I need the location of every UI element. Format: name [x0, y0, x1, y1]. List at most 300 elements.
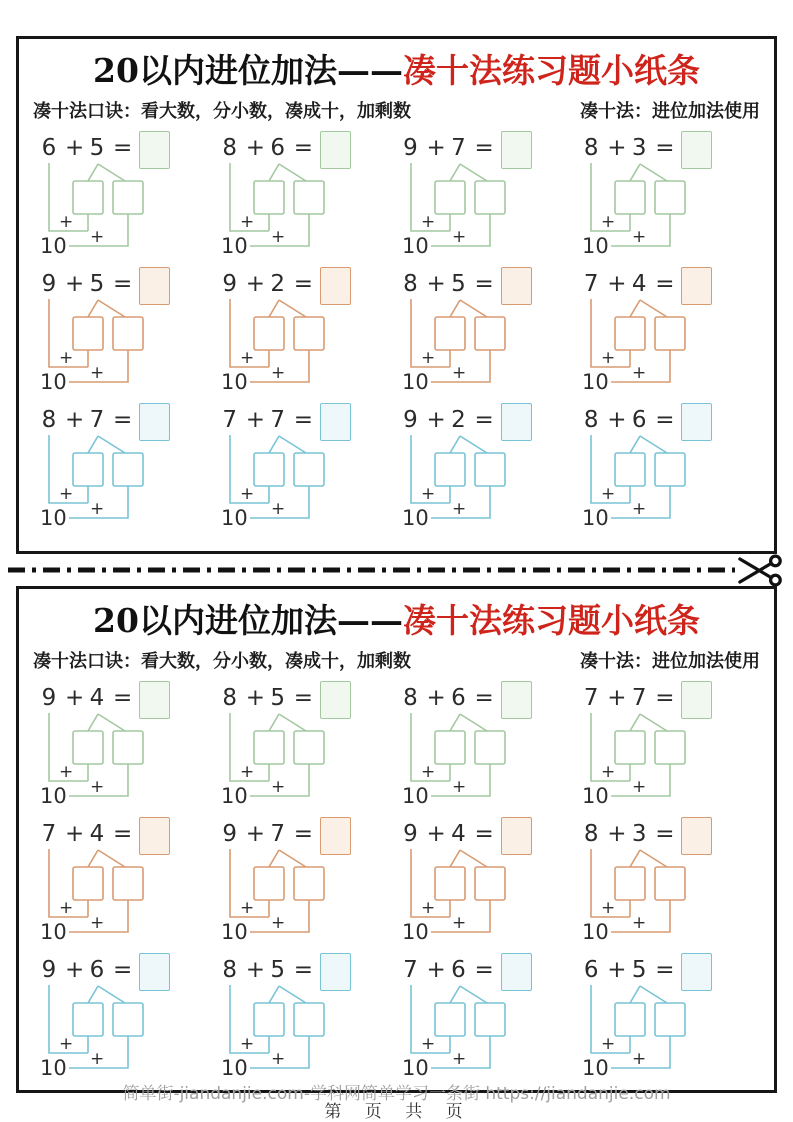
branch-lines: [630, 164, 667, 181]
second-addend: 4: [89, 685, 105, 711]
problem-cell: [577, 133, 755, 259]
ten-label: 10: [401, 506, 429, 530]
plus-sign-remainder: +: [90, 227, 105, 247]
plus-sign: +: [607, 957, 627, 983]
plus-sign-make-ten: +: [601, 348, 616, 368]
first-addend: 8: [583, 407, 599, 433]
plus-sign-make-ten: +: [420, 348, 435, 368]
plus-sign-make-ten: +: [601, 762, 616, 782]
section-title: [31, 49, 762, 93]
plus-sign-remainder: +: [90, 913, 105, 933]
ten-label: 10: [401, 784, 429, 808]
decompose-box-right[interactable]: [655, 731, 685, 764]
second-addend: 2: [270, 271, 286, 297]
answer-box[interactable]: [320, 267, 351, 305]
ten-label: 10: [582, 370, 609, 394]
decompose-box-left[interactable]: [435, 181, 465, 214]
decompose-box-right[interactable]: [294, 453, 324, 486]
second-addend: 6: [631, 407, 647, 433]
first-addend: 9: [41, 271, 57, 297]
ten-label: 10: [220, 234, 248, 258]
answer-box[interactable]: [320, 681, 351, 719]
equals-sign: =: [293, 957, 314, 983]
answer-box[interactable]: [681, 267, 712, 305]
equation-row: [577, 819, 755, 849]
ten-label: 10: [40, 234, 67, 258]
ten-label: 10: [582, 920, 609, 944]
problem-cell: [577, 955, 755, 1081]
ten-label: 10: [40, 370, 67, 394]
equals-sign: =: [474, 821, 494, 847]
plus-sign-make-ten: +: [239, 212, 254, 232]
equals-sign: =: [655, 685, 675, 711]
branch-lines: [630, 436, 667, 453]
decompose-box-left[interactable]: [73, 731, 103, 764]
answer-box[interactable]: [320, 131, 351, 169]
decompose-box-left[interactable]: [254, 731, 284, 764]
branch-lines: [269, 164, 306, 181]
plus-sign: +: [426, 957, 446, 983]
plus-sign: +: [65, 135, 85, 161]
equals-sign: =: [113, 821, 133, 847]
plus-sign: +: [65, 271, 85, 297]
plus-sign-remainder: +: [632, 363, 647, 383]
problem-cell: [216, 405, 394, 531]
equation-row: [397, 819, 575, 849]
problem-cell: [397, 269, 575, 395]
equation-row: [577, 405, 755, 435]
equals-sign: =: [113, 135, 133, 161]
decomposition-diagram: [397, 435, 575, 531]
problem-cell: [397, 819, 575, 945]
first-addend: 9: [41, 685, 57, 711]
equation-row: [397, 683, 575, 713]
equals-sign: =: [474, 407, 494, 433]
plus-sign-remainder: +: [270, 363, 285, 383]
problem-cell: [216, 683, 394, 809]
first-addend: 8: [222, 135, 238, 161]
plus-sign-make-ten: +: [239, 1034, 254, 1054]
decompose-box-right[interactable]: [475, 317, 505, 350]
answer-box[interactable]: [681, 953, 712, 991]
equals-sign: =: [655, 135, 675, 161]
ten-label: 10: [401, 234, 429, 258]
plus-sign: +: [245, 821, 266, 847]
plus-sign: +: [607, 271, 627, 297]
answer-box[interactable]: [501, 267, 532, 305]
answer-box[interactable]: [501, 131, 532, 169]
section-title-black: 20以内进位加法——: [93, 51, 403, 90]
plus-sign: +: [245, 407, 266, 433]
first-addend: 8: [222, 685, 238, 711]
decompose-box-right[interactable]: [475, 181, 505, 214]
ten-label: 10: [40, 784, 67, 808]
branch-lines: [450, 986, 487, 1003]
decompose-box-left[interactable]: [73, 1003, 103, 1036]
plus-sign: +: [65, 685, 85, 711]
equation-row: [397, 955, 575, 985]
worksheet-section-bottom: [16, 586, 777, 1104]
decompose-box-left[interactable]: [73, 453, 103, 486]
equals-sign: =: [113, 271, 133, 297]
problem-cell: [216, 955, 394, 1081]
ten-label: 10: [582, 784, 609, 808]
answer-box[interactable]: [320, 953, 351, 991]
answer-box[interactable]: [139, 817, 170, 855]
decomposition-diagram: [397, 985, 575, 1081]
decompose-box-right[interactable]: [475, 1003, 505, 1036]
second-addend: 5: [631, 957, 647, 983]
plus-sign-remainder: +: [451, 913, 466, 933]
decompose-box-left[interactable]: [73, 867, 103, 900]
second-addend: 6: [270, 135, 286, 161]
first-addend: 9: [41, 957, 57, 983]
branch-lines: [450, 300, 487, 317]
decompose-box-left[interactable]: [73, 181, 103, 214]
decompose-box-right[interactable]: [294, 1003, 324, 1036]
tips-row: [33, 97, 760, 123]
plus-sign-remainder: +: [270, 913, 285, 933]
equation-row: [577, 683, 755, 713]
branch-lines: [88, 714, 125, 731]
ten-label: 10: [220, 370, 248, 394]
equation-row: [35, 683, 213, 713]
decompose-box-left[interactable]: [435, 453, 465, 486]
problem-cell: [35, 269, 213, 395]
tip-usage: 凑十法：进位加法使用: [580, 101, 760, 122]
plus-sign: +: [245, 271, 266, 297]
second-addend: 7: [270, 407, 286, 433]
first-addend: 9: [222, 271, 238, 297]
equation-row: [216, 133, 394, 163]
decompose-box-right[interactable]: [655, 867, 685, 900]
problem-cell: [577, 405, 755, 531]
answer-box[interactable]: [139, 403, 170, 441]
decompose-box-right[interactable]: [655, 453, 685, 486]
branch-lines: [630, 714, 667, 731]
second-addend: 5: [89, 135, 105, 161]
first-addend: 9: [403, 407, 418, 433]
decompose-box-left[interactable]: [254, 453, 284, 486]
decomposition-diagram: [35, 713, 213, 809]
first-addend: 8: [222, 957, 238, 983]
problem-cell: [577, 683, 755, 809]
answer-box[interactable]: [139, 267, 170, 305]
problem-cell: [216, 133, 394, 259]
branch-lines: [269, 300, 306, 317]
branch-lines: [88, 436, 125, 453]
decompose-box-left[interactable]: [435, 731, 465, 764]
answer-box[interactable]: [681, 403, 712, 441]
ten-label: 10: [40, 506, 67, 530]
equation-row: [397, 269, 575, 299]
decompose-box-left[interactable]: [435, 1003, 465, 1036]
decompose-box-left[interactable]: [254, 317, 284, 350]
decompose-box-left[interactable]: [254, 867, 284, 900]
first-addend: 8: [403, 685, 418, 711]
decomposition-diagram: [577, 849, 755, 945]
plus-sign: +: [607, 821, 627, 847]
plus-sign-remainder: +: [90, 499, 105, 519]
decompose-box-left[interactable]: [615, 181, 645, 214]
plus-sign-make-ten: +: [239, 898, 254, 918]
plus-sign-make-ten: +: [59, 348, 74, 368]
decompose-box-right[interactable]: [294, 317, 324, 350]
answer-box[interactable]: [139, 681, 170, 719]
answer-box[interactable]: [681, 131, 712, 169]
decompose-box-right[interactable]: [113, 181, 143, 214]
decompose-box-left[interactable]: [615, 867, 645, 900]
decompose-box-right[interactable]: [113, 1003, 143, 1036]
plus-sign-remainder: +: [270, 227, 285, 247]
plus-sign-make-ten: +: [59, 898, 74, 918]
decomposition-diagram: [397, 163, 575, 259]
decompose-box-right[interactable]: [113, 317, 143, 350]
decompose-box-left[interactable]: [254, 1003, 284, 1036]
equation-row: [216, 955, 394, 985]
second-addend: 6: [89, 957, 105, 983]
first-addend: 6: [41, 135, 57, 161]
problems-grid: [31, 133, 762, 531]
plus-sign-make-ten: +: [59, 484, 74, 504]
equation-row: [577, 133, 755, 163]
decomposition-diagram: [397, 849, 575, 945]
first-addend: 7: [403, 957, 418, 983]
decomposition-diagram: [397, 299, 575, 395]
footer-credit: 简单街-jiandanjie.com-学科网简单学习一条街 https://jiandanjie.com: [122, 1084, 671, 1104]
plus-sign-make-ten: +: [239, 348, 254, 368]
decompose-box-left[interactable]: [254, 181, 284, 214]
answer-box[interactable]: [501, 817, 532, 855]
decompose-box-left[interactable]: [435, 317, 465, 350]
ten-label: 10: [40, 920, 67, 944]
plus-sign-make-ten: +: [420, 212, 435, 232]
plus-sign: +: [607, 685, 627, 711]
decompose-box-left[interactable]: [615, 731, 645, 764]
decomposition-diagram: [216, 713, 394, 809]
second-addend: 5: [270, 957, 286, 983]
plus-sign-make-ten: +: [239, 762, 254, 782]
branch-lines: [88, 164, 125, 181]
decompose-box-right[interactable]: [294, 181, 324, 214]
plus-sign-remainder: +: [90, 777, 105, 797]
problem-cell: [577, 269, 755, 395]
equals-sign: =: [655, 271, 675, 297]
decompose-box-right[interactable]: [475, 453, 505, 486]
plus-sign-make-ten: +: [59, 1034, 74, 1054]
first-addend: 8: [403, 271, 418, 297]
decompose-box-right[interactable]: [113, 867, 143, 900]
second-addend: 4: [631, 271, 647, 297]
branch-lines: [630, 300, 667, 317]
worksheet-section-top: [16, 36, 777, 554]
plus-sign-remainder: +: [632, 1049, 647, 1069]
answer-box[interactable]: [501, 953, 532, 991]
decompose-box-right[interactable]: [655, 181, 685, 214]
equation-row: [216, 269, 394, 299]
answer-box[interactable]: [139, 953, 170, 991]
second-addend: 7: [270, 821, 286, 847]
equation-row: [216, 405, 394, 435]
problem-cell: [35, 955, 213, 1081]
branch-lines: [450, 164, 487, 181]
decompose-box-right[interactable]: [113, 731, 143, 764]
section-title-red: 凑十法练习题小纸条: [402, 51, 700, 90]
branch-lines: [269, 850, 306, 867]
equation-row: [577, 269, 755, 299]
branch-lines: [450, 436, 487, 453]
ten-label: 10: [401, 370, 429, 394]
problem-cell: [35, 133, 213, 259]
plus-sign: +: [245, 685, 266, 711]
problem-cell: [216, 269, 394, 395]
plus-sign: +: [426, 407, 446, 433]
decompose-box-right[interactable]: [113, 453, 143, 486]
plus-sign-make-ten: +: [420, 1034, 435, 1054]
decompose-box-left[interactable]: [73, 317, 103, 350]
plus-sign-remainder: +: [90, 363, 105, 383]
equals-sign: =: [655, 957, 675, 983]
answer-box[interactable]: [320, 817, 351, 855]
second-addend: 6: [451, 957, 466, 983]
ten-label: 10: [40, 1056, 67, 1080]
equals-sign: =: [474, 957, 494, 983]
plus-sign: +: [607, 407, 627, 433]
equals-sign: =: [655, 821, 675, 847]
tip-formula: 凑十法口诀：看大数，分小数，凑成十，加剩数: [33, 651, 411, 672]
decomposition-diagram: [35, 849, 213, 945]
equation-row: [216, 819, 394, 849]
answer-box[interactable]: [681, 681, 712, 719]
plus-sign: +: [426, 821, 446, 847]
plus-sign-remainder: +: [451, 777, 466, 797]
plus-sign: +: [426, 271, 446, 297]
decompose-box-left[interactable]: [615, 1003, 645, 1036]
first-addend: 7: [583, 685, 599, 711]
section-title: [31, 599, 762, 643]
decompose-box-left[interactable]: [615, 453, 645, 486]
ten-label: 10: [582, 234, 609, 258]
equation-row: [35, 955, 213, 985]
equation-row: [397, 133, 575, 163]
problem-cell: [577, 819, 755, 945]
equation-row: [35, 405, 213, 435]
plus-sign-make-ten: +: [420, 484, 435, 504]
equals-sign: =: [113, 407, 133, 433]
equation-row: [35, 133, 213, 163]
problem-cell: [216, 819, 394, 945]
second-addend: 4: [89, 821, 105, 847]
decomposition-diagram: [577, 985, 755, 1081]
decompose-box-right[interactable]: [475, 731, 505, 764]
branch-lines: [269, 986, 306, 1003]
plus-sign-make-ten: +: [601, 1034, 616, 1054]
plus-sign-make-ten: +: [420, 762, 435, 782]
equals-sign: =: [474, 271, 494, 297]
answer-box[interactable]: [681, 817, 712, 855]
plus-sign-make-ten: +: [601, 484, 616, 504]
second-addend: 5: [89, 271, 105, 297]
plus-sign-remainder: +: [270, 499, 285, 519]
second-addend: 7: [631, 685, 647, 711]
decomposition-diagram: [35, 435, 213, 531]
answer-box[interactable]: [501, 403, 532, 441]
decomposition-diagram: [216, 163, 394, 259]
branch-lines: [88, 850, 125, 867]
scissors-icon: [737, 554, 785, 587]
plus-sign: +: [65, 407, 85, 433]
cut-line: [8, 554, 785, 586]
equation-row: [35, 819, 213, 849]
tip-usage: 凑十法：进位加法使用: [580, 651, 760, 672]
problem-cell: [397, 683, 575, 809]
equation-row: [577, 955, 755, 985]
first-addend: 9: [403, 821, 418, 847]
answer-box[interactable]: [501, 681, 532, 719]
decompose-box-right[interactable]: [655, 1003, 685, 1036]
plus-sign: +: [65, 957, 85, 983]
problem-cell: [35, 819, 213, 945]
problem-cell: [35, 405, 213, 531]
plus-sign-remainder: +: [632, 777, 647, 797]
decomposition-diagram: [35, 985, 213, 1081]
branch-lines: [630, 986, 667, 1003]
decompose-box-right[interactable]: [475, 867, 505, 900]
equals-sign: =: [293, 685, 314, 711]
equation-row: [397, 405, 575, 435]
plus-sign-remainder: +: [270, 1049, 285, 1069]
plus-sign-make-ten: +: [59, 762, 74, 782]
page-number-label: 第 页 共 页: [324, 1102, 469, 1122]
second-addend: 3: [631, 135, 647, 161]
second-addend: 5: [451, 271, 466, 297]
ten-label: 10: [401, 920, 429, 944]
first-addend: 9: [222, 821, 238, 847]
equals-sign: =: [474, 135, 494, 161]
ten-label: 10: [582, 1056, 609, 1080]
equals-sign: =: [474, 685, 494, 711]
ten-label: 10: [582, 506, 609, 530]
decompose-box-left[interactable]: [435, 867, 465, 900]
plus-sign-remainder: +: [451, 363, 466, 383]
tip-formula: 凑十法口诀：看大数，分小数，凑成十，加剩数: [33, 101, 411, 122]
second-addend: 4: [451, 821, 466, 847]
equals-sign: =: [113, 957, 133, 983]
first-addend: 8: [41, 407, 57, 433]
decompose-box-right[interactable]: [294, 731, 324, 764]
first-addend: 7: [583, 271, 599, 297]
plus-sign: +: [426, 685, 446, 711]
second-addend: 5: [270, 685, 286, 711]
answer-box[interactable]: [139, 131, 170, 169]
second-addend: 7: [451, 135, 466, 161]
branch-lines: [269, 714, 306, 731]
decomposition-diagram: [577, 713, 755, 809]
plus-sign-remainder: +: [451, 1049, 466, 1069]
plus-sign-make-ten: +: [601, 212, 616, 232]
ten-label: 10: [220, 1056, 248, 1080]
decompose-box-right[interactable]: [294, 867, 324, 900]
decompose-box-right[interactable]: [655, 317, 685, 350]
first-addend: 8: [583, 821, 599, 847]
plus-sign-remainder: +: [451, 227, 466, 247]
decompose-box-left[interactable]: [615, 317, 645, 350]
section-title-red: 凑十法练习题小纸条: [402, 601, 700, 640]
answer-box[interactable]: [320, 403, 351, 441]
ten-label: 10: [220, 784, 248, 808]
second-addend: 6: [451, 685, 466, 711]
first-addend: 7: [222, 407, 238, 433]
